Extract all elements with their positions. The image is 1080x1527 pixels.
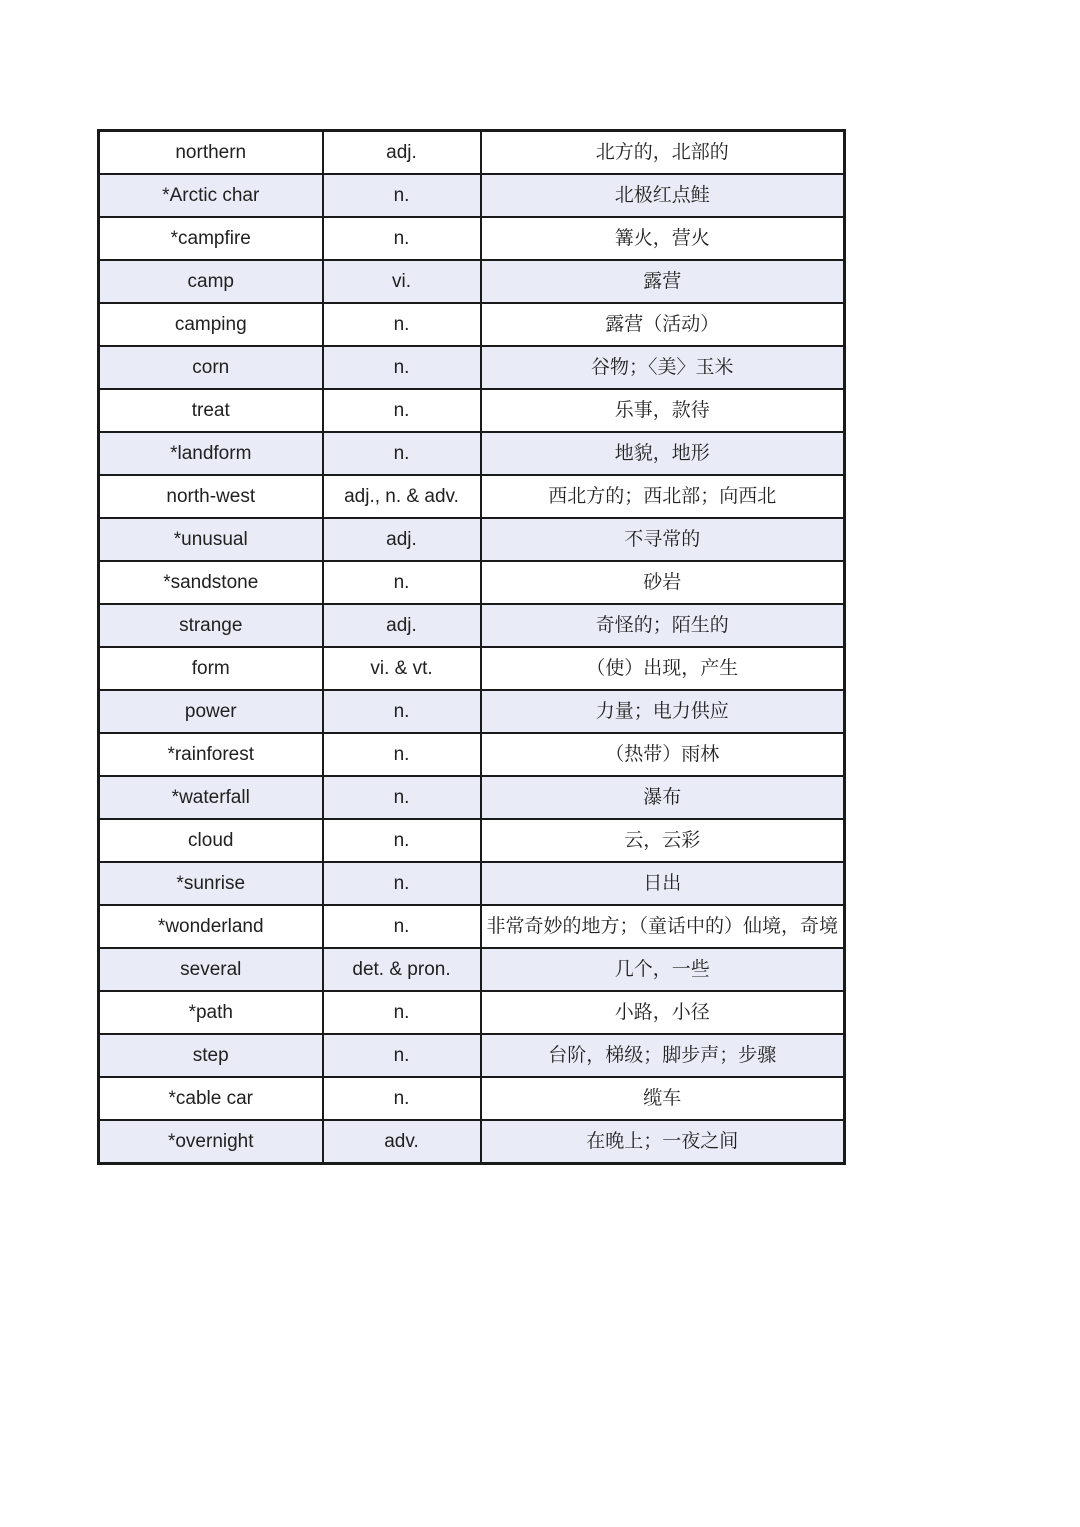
pos-cell (323, 389, 481, 432)
word-cell (99, 475, 323, 518)
pos-cell-text: n. (393, 1001, 410, 1023)
pos-cell (323, 690, 481, 733)
meaning-cell (481, 862, 845, 905)
pos-cell (323, 303, 481, 346)
meaning-cell-text: 云，云彩 (624, 829, 701, 851)
word-cell-text: *waterfall (171, 786, 250, 808)
meaning-cell-text: 乐事，款待 (614, 399, 710, 421)
meaning-cell (481, 1034, 845, 1077)
word-cell (99, 776, 323, 819)
meaning-cell-text: 奇怪的；陌生的 (595, 614, 729, 636)
word-cell (99, 862, 323, 905)
word-cell-text: *sandstone (163, 571, 259, 593)
word-cell-text: *campfire (170, 227, 251, 249)
pos-cell (323, 733, 481, 776)
meaning-cell (481, 217, 845, 260)
word-cell (99, 905, 323, 948)
pos-cell (323, 260, 481, 303)
word-cell (99, 432, 323, 475)
pos-cell (323, 1077, 481, 1120)
word-cell (99, 604, 323, 647)
table-row (99, 475, 845, 518)
word-cell (99, 346, 323, 389)
meaning-cell-text: 瀑布 (643, 786, 682, 808)
word-cell (99, 174, 323, 217)
word-cell-text: *Arctic char (162, 184, 260, 206)
table-row (99, 1077, 845, 1120)
pos-cell-text: n. (393, 356, 410, 378)
meaning-cell-text: 西北方的；西北部；向西北 (548, 485, 777, 507)
word-cell-text: *cable car (168, 1087, 253, 1109)
word-cell (99, 217, 323, 260)
word-cell-text: power (184, 700, 237, 722)
meaning-cell (481, 131, 845, 175)
table-row (99, 776, 845, 819)
word-cell-text: cloud (188, 829, 234, 851)
table-row (99, 432, 845, 475)
table-row (99, 733, 845, 776)
word-cell (99, 303, 323, 346)
word-cell-text: *unusual (173, 528, 248, 550)
meaning-cell (481, 475, 845, 518)
meaning-cell (481, 346, 845, 389)
word-cell (99, 991, 323, 1034)
pos-cell-text: adj. (386, 614, 417, 636)
table-row (99, 604, 845, 647)
table-row (99, 991, 845, 1034)
word-cell-text: *rainforest (167, 743, 255, 765)
word-cell-text: strange (179, 614, 243, 636)
vocabulary-table-body (99, 131, 845, 1164)
table-row (99, 561, 845, 604)
pos-cell-text: n. (393, 227, 410, 249)
meaning-cell-text: 地貌，地形 (614, 442, 710, 464)
pos-cell (323, 862, 481, 905)
word-cell (99, 1077, 323, 1120)
table-row (99, 948, 845, 991)
pos-cell (323, 819, 481, 862)
word-cell (99, 1120, 323, 1164)
word-cell (99, 948, 323, 991)
meaning-cell (481, 1120, 845, 1164)
meaning-cell-text: 北极红点鲑 (614, 184, 710, 206)
pos-cell-text: det. & pron. (352, 958, 451, 980)
pos-cell-text: n. (393, 399, 410, 421)
pos-cell-text: adj., n. & adv. (344, 485, 459, 507)
table-row (99, 303, 845, 346)
pos-cell-text: vi. & vt. (370, 657, 433, 679)
meaning-cell-text: 缆车 (643, 1087, 682, 1109)
word-cell-text: treat (191, 399, 230, 421)
pos-cell (323, 1120, 481, 1164)
word-cell-text: several (180, 958, 242, 980)
word-cell-text: *path (188, 1001, 233, 1023)
table-row (99, 174, 845, 217)
meaning-cell-text: 台阶，梯级；脚步声；步骤 (548, 1044, 777, 1066)
pos-cell-text: adj. (386, 528, 417, 550)
pos-cell (323, 518, 481, 561)
pos-cell (323, 1034, 481, 1077)
word-cell (99, 647, 323, 690)
table-row (99, 217, 845, 260)
pos-cell (323, 131, 481, 175)
pos-cell (323, 948, 481, 991)
meaning-cell (481, 733, 845, 776)
word-cell-text: *wonderland (157, 915, 264, 937)
meaning-cell (481, 303, 845, 346)
word-cell-text: camp (187, 270, 234, 292)
pos-cell-text: n. (393, 184, 410, 206)
meaning-cell (481, 174, 845, 217)
meaning-cell-text: 日出 (643, 872, 682, 894)
pos-cell-text: n. (393, 1087, 410, 1109)
meaning-cell (481, 1077, 845, 1120)
meaning-cell-text: 露营（活动） (605, 313, 720, 335)
word-cell-text: form (191, 657, 230, 679)
word-cell-text: camping (174, 313, 247, 335)
meaning-cell (481, 260, 845, 303)
word-cell (99, 690, 323, 733)
pos-cell-text: adj. (386, 141, 417, 163)
meaning-cell (481, 819, 845, 862)
meaning-cell (481, 389, 845, 432)
table-row (99, 346, 845, 389)
pos-cell-text: adv. (384, 1130, 419, 1152)
meaning-cell-text: （热带）雨林 (605, 743, 720, 765)
word-cell-text: northern (175, 141, 247, 163)
word-cell-text: step (192, 1044, 229, 1066)
pos-cell (323, 776, 481, 819)
meaning-cell-text: 力量；电力供应 (595, 700, 729, 722)
pos-cell (323, 475, 481, 518)
table-row (99, 260, 845, 303)
meaning-cell-text: 北方的，北部的 (595, 141, 729, 163)
meaning-cell (481, 991, 845, 1034)
pos-cell (323, 905, 481, 948)
table-row (99, 1120, 845, 1164)
meaning-cell (481, 604, 845, 647)
word-cell (99, 819, 323, 862)
pos-cell-text: n. (393, 915, 410, 937)
word-cell (99, 733, 323, 776)
pos-cell (323, 561, 481, 604)
table-row (99, 1034, 845, 1077)
table-row (99, 518, 845, 561)
word-cell-text: north-west (166, 485, 256, 507)
word-cell (99, 561, 323, 604)
table-row (99, 389, 845, 432)
pos-cell (323, 346, 481, 389)
word-cell-text: *overnight (167, 1130, 254, 1152)
meaning-cell-text: 谷物；〈美〉玉米 (590, 356, 734, 378)
meaning-cell (481, 776, 845, 819)
vocabulary-table (97, 129, 846, 1165)
pos-cell-text: n. (393, 571, 410, 593)
word-cell (99, 131, 323, 175)
meaning-cell-text: 小路，小径 (614, 1001, 710, 1023)
word-cell-text: *sunrise (176, 872, 246, 894)
meaning-cell (481, 561, 845, 604)
word-cell (99, 1034, 323, 1077)
pos-cell-text: n. (393, 700, 410, 722)
table-row (99, 131, 845, 175)
meaning-cell-text: 几个，一些 (614, 958, 710, 980)
meaning-cell-text: 非常奇妙的地方；（童话中的）仙境，奇境 (486, 915, 838, 937)
word-cell (99, 518, 323, 561)
table-row (99, 690, 845, 733)
word-cell-text: *landform (170, 442, 252, 464)
meaning-cell (481, 432, 845, 475)
meaning-cell-text: 露营 (643, 270, 682, 292)
pos-cell-text: n. (393, 829, 410, 851)
pos-cell-text: n. (393, 743, 410, 765)
table-row (99, 862, 845, 905)
pos-cell (323, 174, 481, 217)
meaning-cell-text: 不寻常的 (624, 528, 701, 550)
table-row (99, 647, 845, 690)
pos-cell (323, 604, 481, 647)
table-row (99, 819, 845, 862)
pos-cell-text: n. (393, 442, 410, 464)
meaning-cell-text: 砂岩 (643, 571, 682, 593)
pos-cell-text: n. (393, 313, 410, 335)
meaning-cell (481, 905, 845, 948)
meaning-cell-text: 篝火，营火 (614, 227, 710, 249)
pos-cell (323, 647, 481, 690)
pos-cell (323, 432, 481, 475)
meaning-cell (481, 690, 845, 733)
pos-cell-text: n. (393, 786, 410, 808)
pos-cell-text: n. (393, 1044, 410, 1066)
meaning-cell (481, 518, 845, 561)
meaning-cell-text: 在晚上；一夜之间 (586, 1130, 739, 1152)
pos-cell (323, 217, 481, 260)
table-row (99, 905, 845, 948)
pos-cell (323, 991, 481, 1034)
word-cell (99, 389, 323, 432)
word-cell-text: corn (192, 356, 230, 378)
word-cell (99, 260, 323, 303)
meaning-cell-text: （使）出现，产生 (586, 657, 739, 679)
meaning-cell (481, 948, 845, 991)
meaning-cell (481, 647, 845, 690)
pos-cell-text: vi. (392, 270, 411, 292)
pos-cell-text: n. (393, 872, 410, 894)
